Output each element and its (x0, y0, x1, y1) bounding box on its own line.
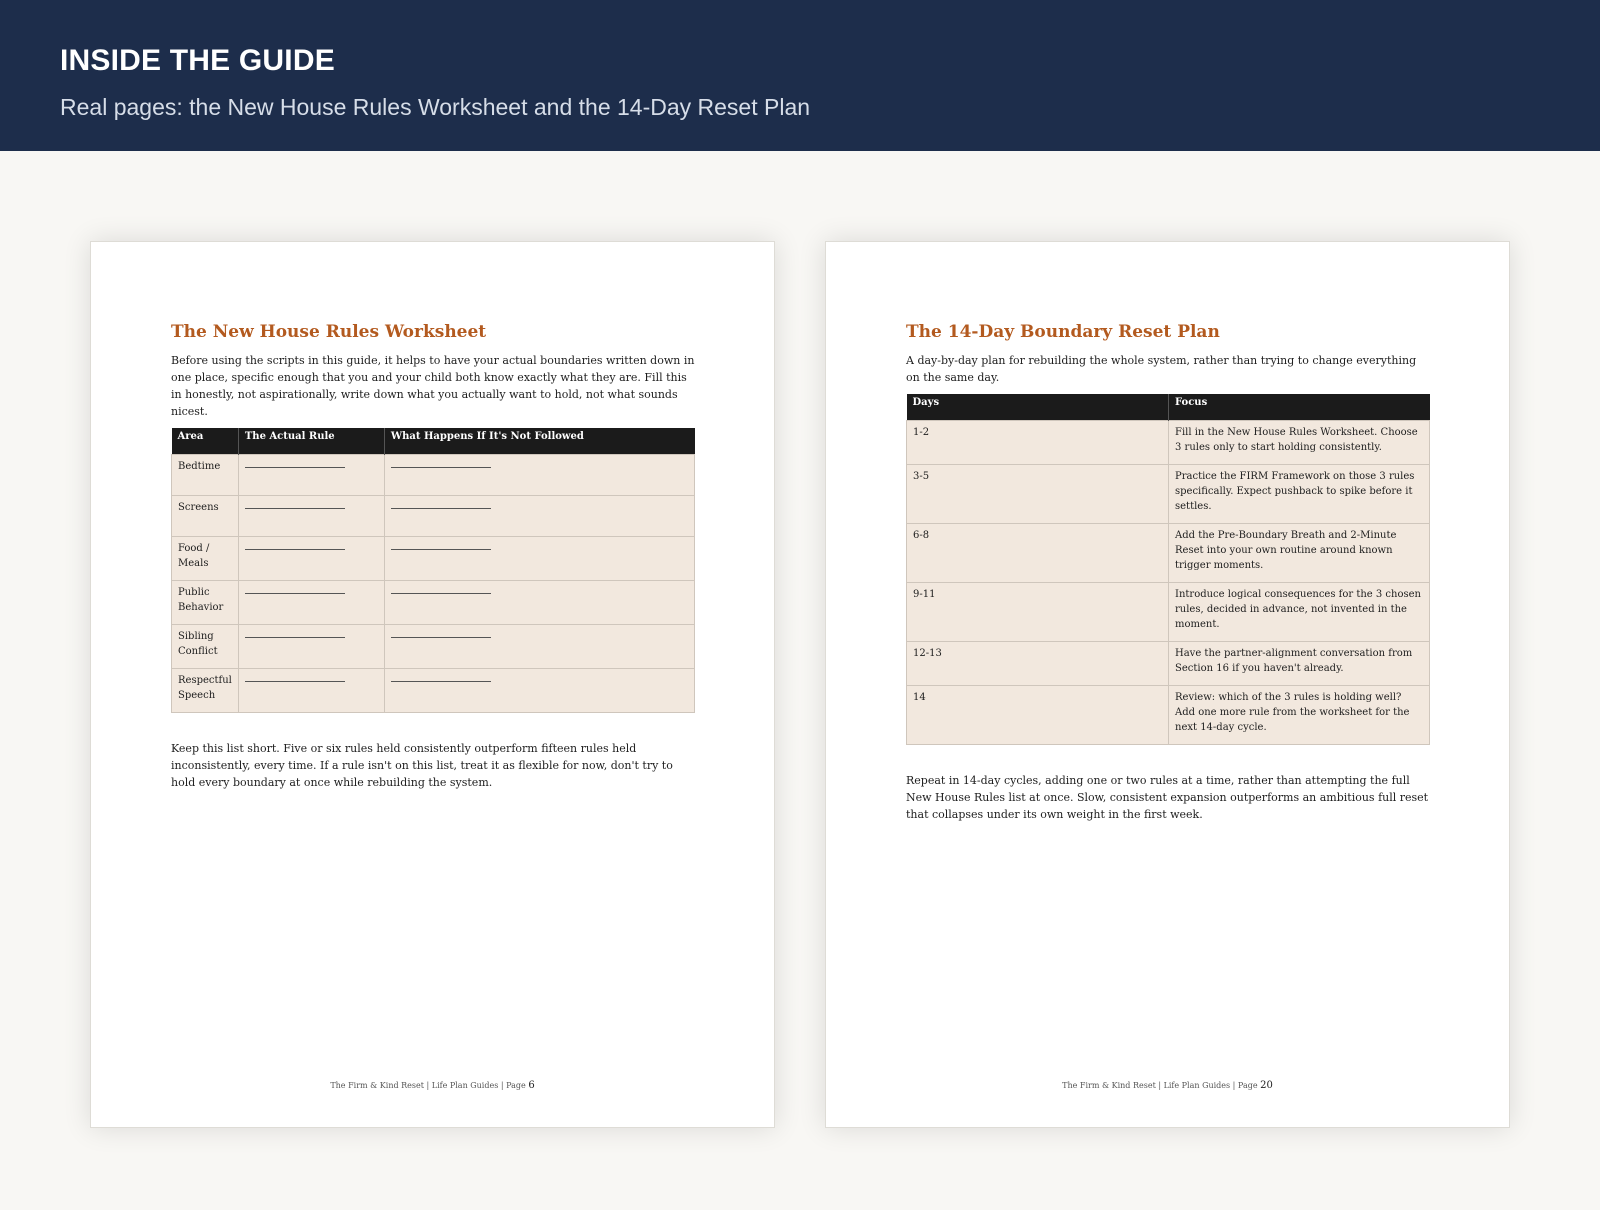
days-cell: 12-13 (907, 642, 1169, 686)
consequence-blank-cell (384, 537, 694, 581)
area-cell: Screens (172, 496, 239, 537)
write-in-line (391, 459, 491, 468)
focus-cell: Have the partner-alignment conversation from Section 16 if you haven't already. (1169, 642, 1430, 686)
banner-title: INSIDE THE GUIDE (60, 44, 335, 77)
write-in-line (245, 500, 345, 509)
footer-text: The Firm & Kind Reset | Life Plan Guides | Page (330, 1081, 526, 1090)
column-header-days: Days (907, 394, 1169, 421)
header-banner (0, 0, 1600, 151)
rule-blank-cell (238, 581, 384, 625)
table-row (907, 642, 1430, 686)
footer-text: The Firm & Kind Reset | Life Plan Guides | Page (1062, 1081, 1258, 1090)
table-row (172, 496, 695, 537)
column-header-area: Area (172, 428, 239, 455)
focus-cell: Fill in the New House Rules Worksheet. Choose 3 rules only to start holding consistently. (1169, 421, 1430, 465)
table-row (907, 465, 1430, 524)
table-row (172, 537, 695, 581)
rule-blank-cell (238, 496, 384, 537)
focus-cell: Add the Pre-Boundary Breath and 2-Minute Reset into your own routine around known trigger moments. (1169, 524, 1430, 583)
table-header-row (907, 394, 1430, 421)
table-header-row (172, 428, 695, 455)
table-row (172, 455, 695, 496)
consequence-blank-cell (384, 581, 694, 625)
page-number: 20 (1260, 1080, 1273, 1091)
days-cell: 14 (907, 686, 1169, 745)
worksheet-title: The New House Rules Worksheet (171, 322, 487, 342)
consequence-blank-cell (384, 455, 694, 496)
column-header-rule: The Actual Rule (238, 428, 384, 455)
area-cell: Bedtime (172, 455, 239, 496)
area-cell: Food / Meals (172, 537, 239, 581)
worksheet-page (90, 241, 775, 1128)
area-cell: Sibling Conflict (172, 625, 239, 669)
write-in-line (245, 541, 345, 550)
days-cell: 6-8 (907, 524, 1169, 583)
write-in-line (391, 500, 491, 509)
worksheet-intro: Before using the scripts in this guide, it helps to have your actual boundaries written down in one place, specific enough that you and your child both know exactly what they are. Fill this in honestly, not aspirationally, write down what you actually want to hold, not what sounds nicest. (171, 354, 695, 419)
column-header-focus: Focus (1169, 394, 1430, 421)
rule-blank-cell (238, 669, 384, 713)
write-in-line (391, 541, 491, 550)
page-footer (826, 1080, 1509, 1091)
house-rules-table (171, 428, 695, 713)
days-cell: 1-2 (907, 421, 1169, 465)
write-in-line (245, 459, 345, 468)
banner-subtitle: Real pages: the New House Rules Worksheet and the 14-Day Reset Plan (60, 94, 811, 120)
table-row (172, 669, 695, 713)
worksheet-outro: Keep this list short. Five or six rules held consistently outperform fifteen rules held inconsistently, every time. If a rule isn't on this list, treat it as flexible for now, don't try to hold every boundary at once while rebuilding the system. (171, 742, 673, 790)
rule-blank-cell (238, 625, 384, 669)
write-in-line (391, 585, 491, 594)
focus-cell: Review: which of the 3 rules is holding well? Add one more rule from the worksheet for the next 14-day cycle. (1169, 686, 1430, 745)
write-in-line (245, 629, 345, 638)
days-cell: 9-11 (907, 583, 1169, 642)
write-in-line (245, 673, 345, 682)
table-row (907, 583, 1430, 642)
reset-plan-page (825, 241, 1510, 1128)
area-cell: Respectful Speech (172, 669, 239, 713)
table-row (907, 524, 1430, 583)
table-row (907, 686, 1430, 745)
table-row (907, 421, 1430, 465)
column-header-consequence: What Happens If It's Not Followed (384, 428, 694, 455)
table-row (172, 625, 695, 669)
write-in-line (245, 585, 345, 594)
rule-blank-cell (238, 537, 384, 581)
days-cell: 3-5 (907, 465, 1169, 524)
write-in-line (391, 629, 491, 638)
consequence-blank-cell (384, 669, 694, 713)
focus-cell: Introduce logical consequences for the 3 chosen rules, decided in advance, not invented in the moment. (1169, 583, 1430, 642)
consequence-blank-cell (384, 496, 694, 537)
reset-plan-table (906, 394, 1430, 745)
rule-blank-cell (238, 455, 384, 496)
write-in-line (391, 673, 491, 682)
consequence-blank-cell (384, 625, 694, 669)
area-cell: Public Behavior (172, 581, 239, 625)
page-number: 6 (528, 1080, 535, 1091)
reset-plan-intro: A day-by-day plan for rebuilding the whole system, rather than trying to change everything on the same day. (906, 354, 1417, 385)
table-row (172, 581, 695, 625)
reset-plan-outro: Repeat in 14-day cycles, adding one or two rules at a time, rather than attempting the full New House Rules list at once. Slow, consistent expansion outperforms an ambitious full reset that collapses under its own weight in the first week. (906, 774, 1429, 822)
page-footer (91, 1080, 774, 1091)
focus-cell: Practice the FIRM Framework on those 3 rules specifically. Expect pushback to spike before it settles. (1169, 465, 1430, 524)
reset-plan-title: The 14-Day Boundary Reset Plan (906, 322, 1220, 342)
